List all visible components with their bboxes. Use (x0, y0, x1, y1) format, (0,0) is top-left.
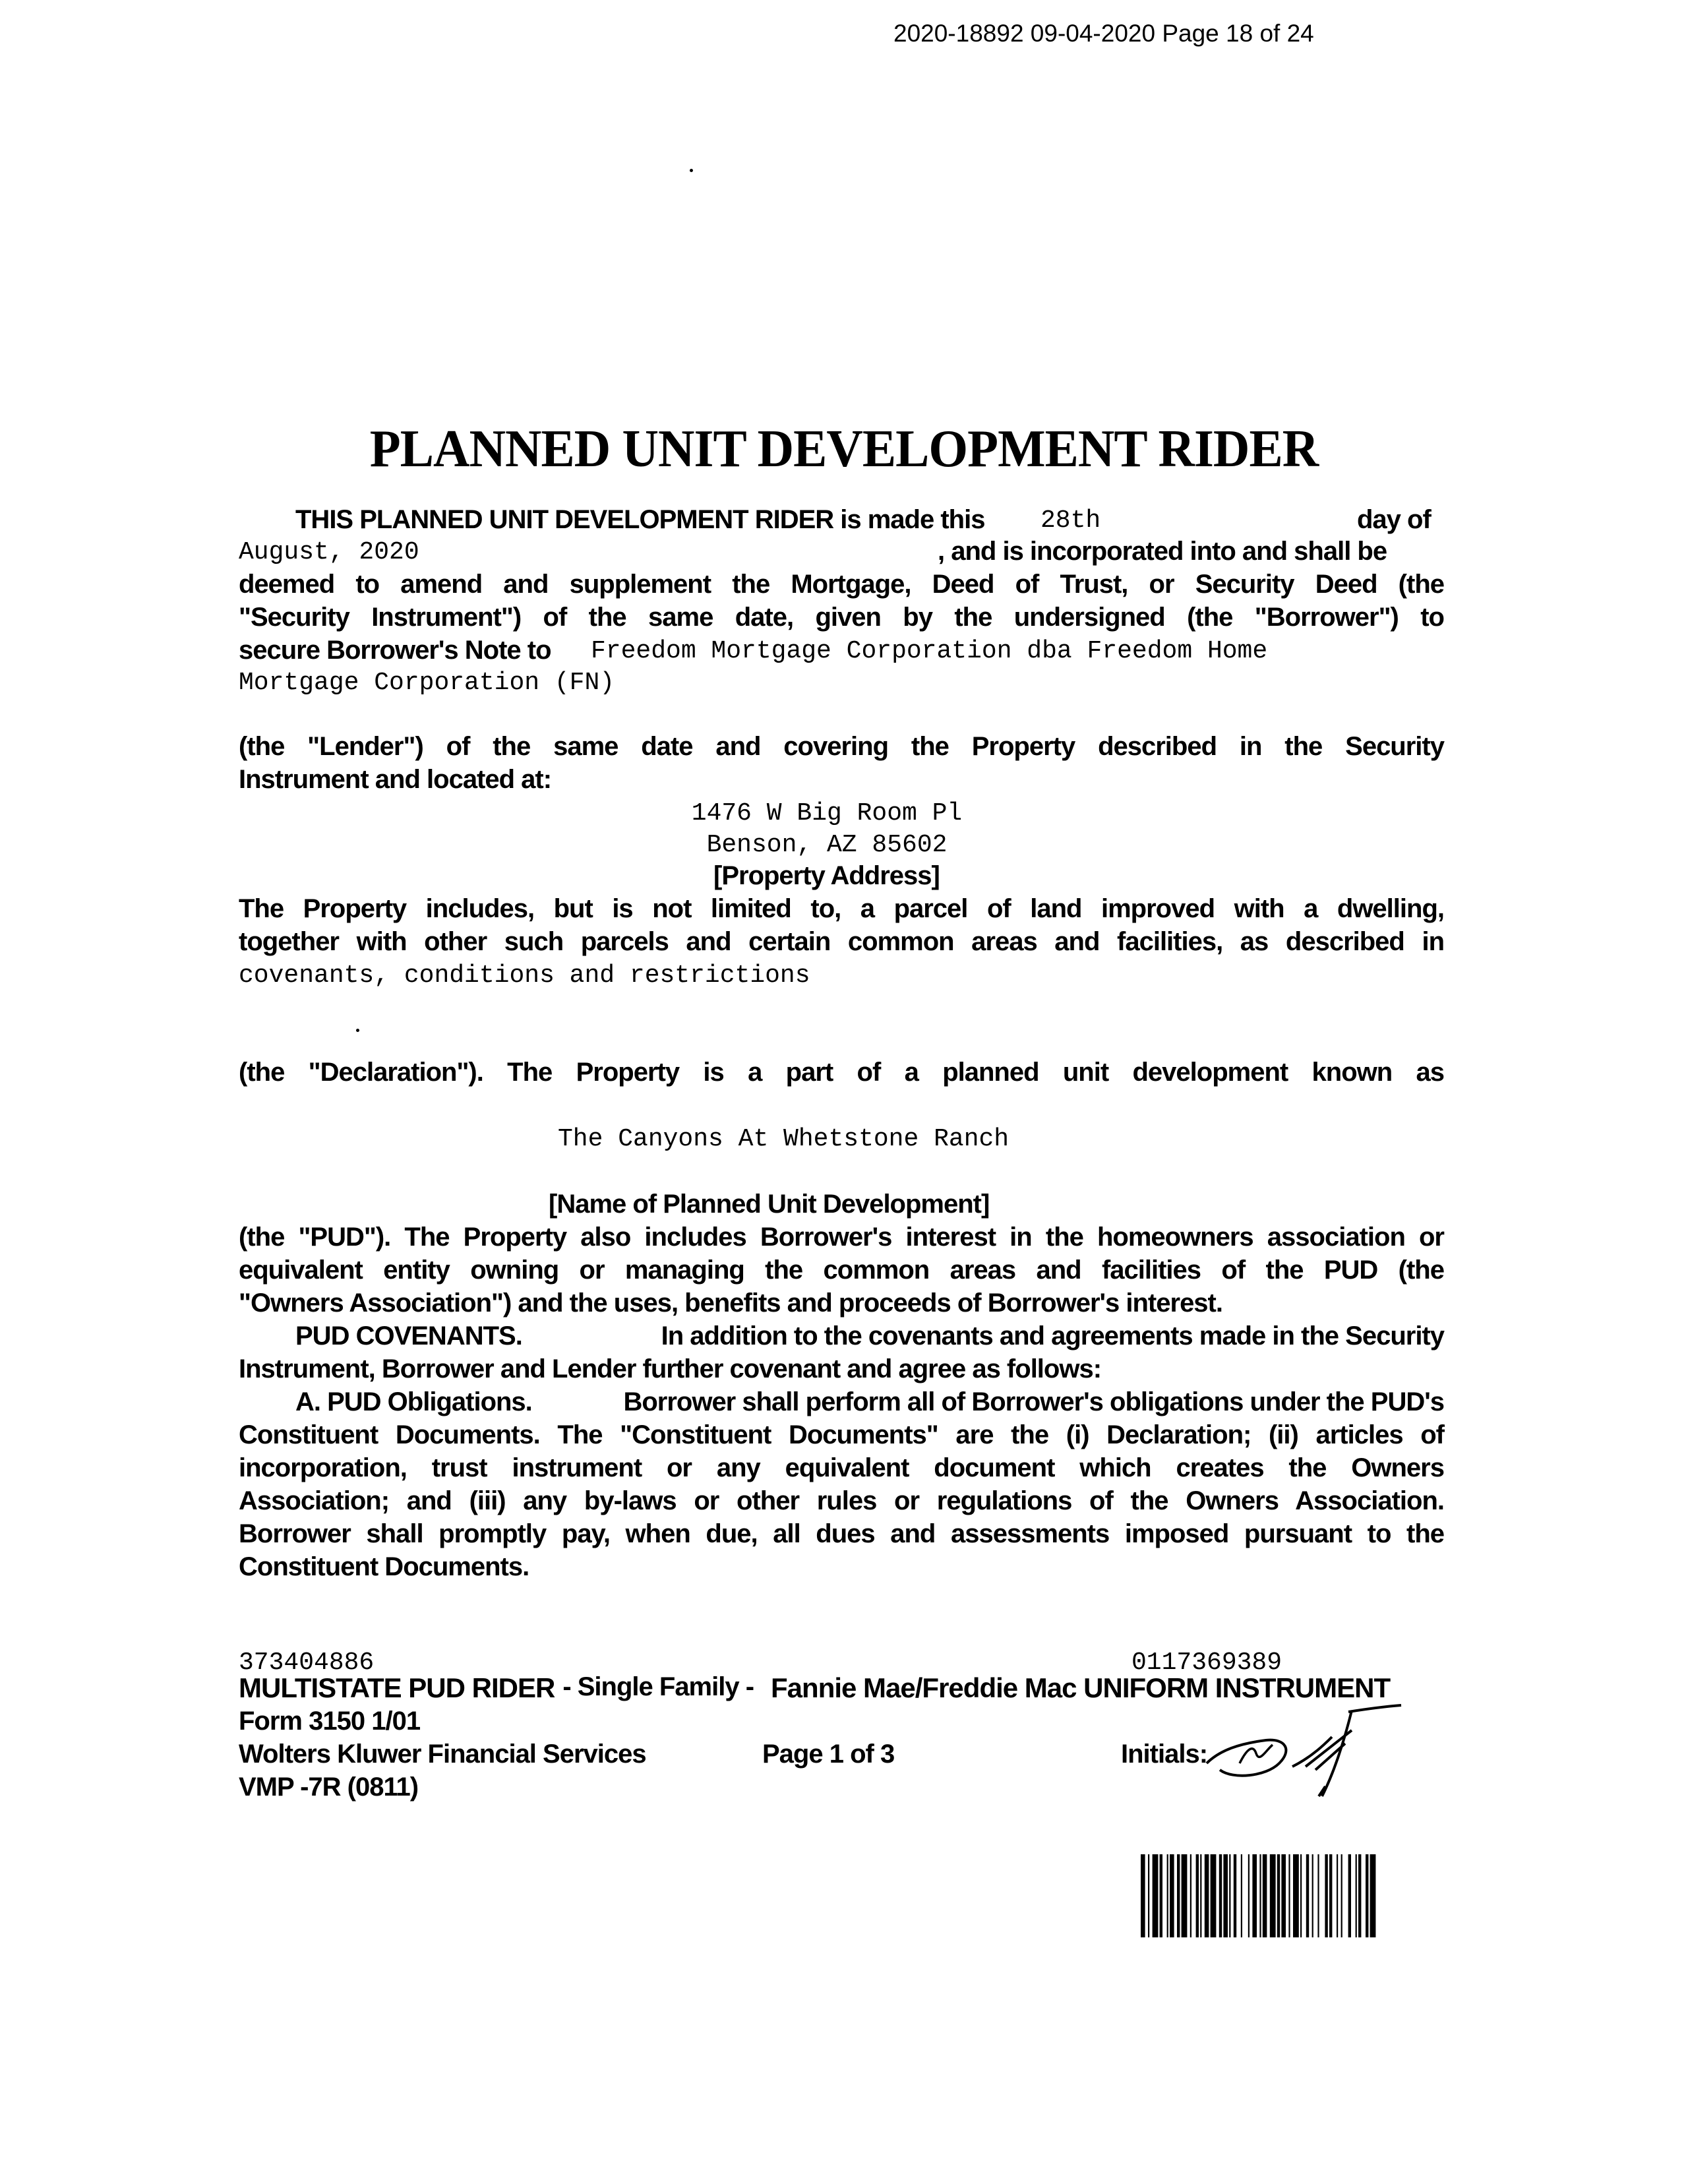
form-title-a: MULTISTATE PUD RIDER (239, 1672, 555, 1703)
barcode-bar (1196, 1854, 1199, 1937)
form-number: Form 3150 1/01 (239, 1707, 421, 1736)
declaration-line: (the "Declaration"). The Property is a part of a planned unit development known as (239, 1058, 1444, 1087)
barcode-bar (1356, 1854, 1357, 1937)
barcode-bar (1229, 1854, 1230, 1937)
barcode-bar (1281, 1854, 1286, 1937)
intro-date: August, 2020 (239, 538, 419, 566)
covenants-heading: PUD COVENANTS. (295, 1321, 522, 1350)
property-city: Benson, AZ 85602 (706, 831, 948, 859)
lender-line-1: (the "Lender") of the same date and covering the Property described in the Security (239, 732, 1444, 761)
obligations-line-6: Constituent Documents. (239, 1552, 529, 1581)
intro-incorporated: , and is incorporated into and shall be (938, 537, 1387, 566)
barcode-bar (1270, 1854, 1276, 1937)
barcode-bar (1234, 1854, 1236, 1937)
barcode-bar (1341, 1854, 1342, 1937)
property-address-caption: [Property Address] (713, 861, 940, 890)
barcode-bar (1248, 1854, 1250, 1937)
page-indicator: Page 1 of 3 (762, 1740, 895, 1769)
intro-line-3: deemed to amend and supplement the Mortgage, Deed of Trust, or Security Deed (the (239, 570, 1444, 599)
pud-line-2: equivalent entity owning or managing the common areas and facilities of the PUD (the (239, 1256, 1444, 1285)
form-title-b: - Single Family - (562, 1672, 754, 1701)
stray-mark (690, 169, 693, 172)
form-title-line (239, 1672, 1426, 1704)
covenants-text-1: In addition to the covenants and agreements made in the Security (661, 1321, 1444, 1350)
intro-day-of: day of (1357, 505, 1431, 534)
barcode-bar (1263, 1854, 1267, 1937)
pud-line-3: "Owners Association") and the uses, benefits and proceeds of Borrower's interest. (239, 1289, 1222, 1318)
vmp-code: VMP -7R (0811) (239, 1773, 419, 1802)
covenants-line-1 (295, 1321, 1444, 1351)
loan-number: 373404886 (239, 1649, 375, 1677)
barcode-bar (1200, 1854, 1201, 1937)
barcode-bar (1337, 1854, 1338, 1937)
covenants-line-2: Instrument, Borrower and Lender further covenant and agree as follows: (239, 1354, 1102, 1383)
barcode-bar (1252, 1854, 1257, 1937)
intro-day: 28th (1040, 506, 1101, 535)
barcode-bar (1325, 1854, 1327, 1937)
barcode-bar (1312, 1854, 1313, 1937)
obligations-line-1 (295, 1387, 1444, 1417)
property-street: 1476 W Big Room Pl (691, 799, 963, 828)
intro-lead: THIS PLANNED UNIT DEVELOPMENT RIDER is made this (295, 505, 985, 534)
barcode-bar (1277, 1854, 1280, 1937)
barcode-bar (1223, 1854, 1228, 1937)
barcode-bar (1370, 1854, 1376, 1937)
obligations-line-4: Association; and (iii) any by-laws or other rules or regulations of the Owners Association. (239, 1486, 1444, 1515)
intro-line-5-lead: secure Borrower's Note to (239, 636, 551, 665)
pud-name: The Canyons At Whetstone Ranch (558, 1125, 1010, 1153)
document-title: PLANNED UNIT DEVELOPMENT RIDER (369, 420, 1319, 478)
barcode-bar (1167, 1854, 1168, 1937)
barcode-bar (1205, 1854, 1209, 1937)
recording-stamp: 2020-18892 09-04-2020 Page 18 of 24 (893, 20, 1314, 47)
barcode-bar (1358, 1854, 1361, 1937)
obligations-line-2: Constituent Documents. The "Constituent Documents" are the (i) Declaration; (ii) articles of (239, 1420, 1444, 1449)
barcode-bar (1177, 1854, 1180, 1937)
initials-signature (1193, 1704, 1411, 1803)
barcode-bar (1329, 1854, 1332, 1937)
property-line-1: The Property includes, but is not limited to, a parcel of land improved with a dwelling, (239, 894, 1444, 923)
obligations-line-5: Borrower shall promptly pay, when due, all dues and assessments imposed pursuant to the (239, 1519, 1444, 1548)
property-line-3: covenants, conditions and restrictions (239, 961, 810, 990)
barcode-bar (1190, 1854, 1191, 1937)
barcode-bar (1182, 1854, 1188, 1937)
pud-name-caption: [Name of Planned Unit Development] (549, 1190, 990, 1219)
obligations-line-3: incorporation, trust instrument or any equivalent document which creates the Owners (239, 1453, 1444, 1482)
lender-line-2: Instrument and located at: (239, 765, 552, 794)
barcode-bar (1241, 1854, 1242, 1937)
barcode-bar (1148, 1854, 1149, 1937)
stray-mark (356, 1029, 359, 1032)
barcode-bar (1300, 1854, 1302, 1937)
barcode (1141, 1854, 1435, 1937)
publisher: Wolters Kluwer Financial Services (239, 1740, 646, 1769)
lender-name-1: Freedom Mortgage Corporation dba Freedom Home (591, 637, 1268, 665)
obligations-heading: A. PUD Obligations. (295, 1387, 532, 1416)
barcode-bar (1211, 1854, 1217, 1937)
lender-name-2: Mortgage Corporation (FN) (239, 669, 615, 697)
intro-line-4: "Security Instrument") of the same date, given by the undersigned (the "Borrower") to (239, 603, 1444, 632)
form-title-c: Fannie Mae/Freddie Mac UNIFORM INSTRUMENT (771, 1672, 1391, 1703)
barcode-bar (1170, 1854, 1174, 1937)
pud-line-1: (the "PUD"). The Property also includes Borrower's interest in the homeowners association or (239, 1223, 1444, 1252)
barcode-bar (1219, 1854, 1222, 1937)
barcode-bar (1366, 1854, 1368, 1937)
barcode-bar (1153, 1854, 1159, 1937)
barcode-bar (1288, 1854, 1290, 1937)
property-line-2: together with other such parcels and certain common areas and facilities, as described in (239, 927, 1444, 956)
initials-label: Initials: (1121, 1740, 1208, 1769)
barcode-bar (1259, 1854, 1261, 1937)
barcode-bar (1348, 1854, 1351, 1937)
reference-number: 0117369389 (1131, 1649, 1282, 1677)
barcode-bar (1141, 1854, 1145, 1937)
barcode-bar (1317, 1854, 1319, 1937)
barcode-bar (1306, 1854, 1309, 1937)
barcode-bar (1160, 1854, 1162, 1937)
barcode-bar (1293, 1854, 1299, 1937)
obligations-text-1: Borrower shall perform all of Borrower's obligations under the PUD's (623, 1387, 1444, 1416)
